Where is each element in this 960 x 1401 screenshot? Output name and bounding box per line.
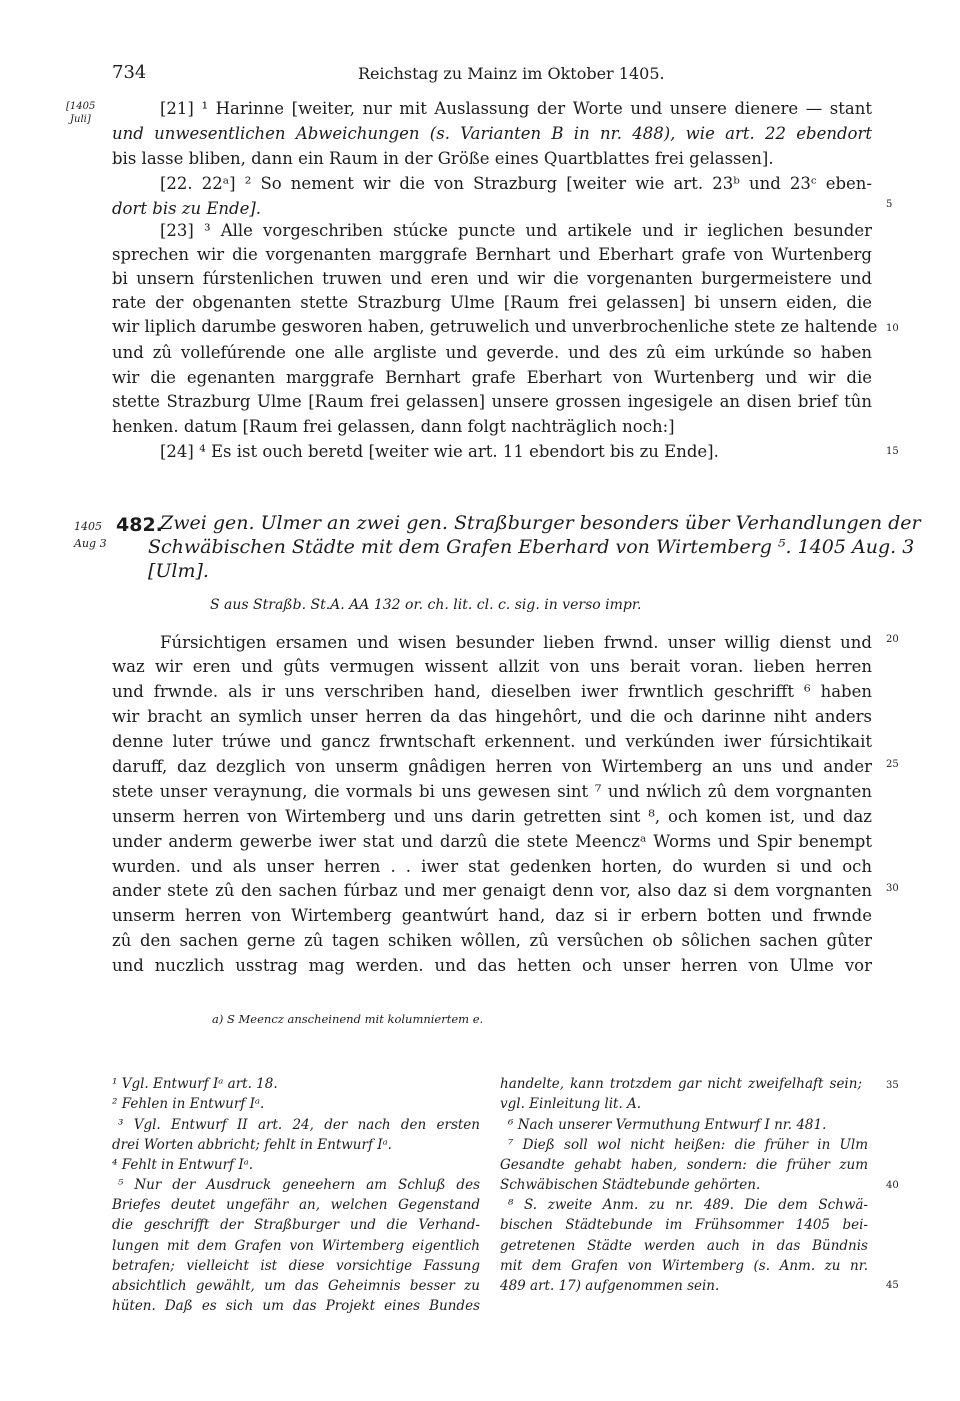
footnote-line: ⁸ S. zweite Anm. zu nr. 489. Die dem Schwä- [508, 1197, 868, 1213]
footnote-line: die geschrifft der Straßburger und die Verhand- [112, 1217, 480, 1233]
text-line: Fúrsichtigen ersamen und wisen besunder lieben frwnd. unser willig dienst und [160, 633, 872, 652]
text-line: [22. 22ᵃ] ² So nement wir die von Strazburg [weiter wie art. 23ᵇ und 23ᶜ eben- [160, 174, 872, 193]
line-number: 5 [886, 199, 893, 210]
line-number: 35 [886, 1080, 899, 1091]
heading-line: Schwäbischen Städte mit dem Grafen Eberhard von Wirtemberg ⁵. 1405 Aug. 3 [148, 536, 915, 558]
variant-note: a) S Meencz anscheinend mit kolumniertem e. [212, 1012, 484, 1026]
side-note-date-top [66, 100, 95, 126]
footnote-line: bischen Städtebunde im Frühsommer 1405 bei- [500, 1217, 868, 1233]
text-line: und zû vollefúrende one alle argliste und geverde. und des zû eim urkúnde so haben [112, 343, 872, 362]
text-line: [23] ³ Alle vorgeschriben stúcke puncte und artikele und ir ieglichen besunder [160, 221, 872, 240]
footnote-line: Schwäbischen Städtebunde gehörten. [500, 1177, 761, 1193]
text-line: unserm herren von Wirtemberg und uns darin getretten sint ⁸, och komen ist, und daz [112, 807, 872, 826]
footnote-line: ⁷ Dieß soll wol nicht heißen: die früher in Ulm [508, 1137, 868, 1153]
footnote-line: hüten. Daß es sich um das Projekt eines Bundes [112, 1298, 480, 1314]
footnote-line: lungen mit dem Grafen von Wirtemberg eigentlich [112, 1238, 480, 1254]
source-note: S aus Straßb. St.A. AA 132 or. ch. lit. cl. c. sig. in verso impr. [210, 597, 642, 613]
heading-line: Zwei gen. Ulmer an zwei gen. Straßburger besonders über Verhandlungen der [160, 512, 921, 534]
text-line: bi unsern fúrstenlichen truwen und eren und wir die vorgenanten burgermeistere und [112, 269, 872, 288]
line-number: 30 [886, 883, 899, 894]
text-line: stette Strazburg Ulme [Raum frei gelassen] unsere grossen ingesigele an disen brief tûn [112, 392, 872, 411]
footnote-line: absichtlich gewählt, um das Geheimnis besser zu [112, 1278, 480, 1294]
running-title: Reichstag zu Mainz im Oktober 1405. [358, 64, 665, 83]
text-line: [24] ⁴ Es ist ouch beretd [weiter wie art. 11 ebendort bis zu Ende]. [160, 442, 719, 461]
line-number: 40 [886, 1180, 899, 1191]
text-line: henken. datum [Raum frei gelassen, dann folgt nachträglich noch:] [112, 417, 675, 436]
side-note-line: Aug 3 [74, 537, 107, 550]
text-line: daruff, daz dezglich von unserm gnâdigen herren von Wirtemberg an uns und ander [112, 757, 872, 776]
footnote-line: mit dem Grafen von Wirtemberg (s. Anm. zu nr. [500, 1258, 868, 1274]
text-line: rate der obgenanten stette Strazburg Ulme [Raum frei gelassen] bi unsern eiden, die [112, 293, 872, 312]
text-line: bis lasse bliben, dann ein Raum in der Größe eines Quartblattes frei gelassen]. [112, 149, 774, 168]
line-number: 45 [886, 1280, 899, 1291]
footnote-line: 489 art. 17) aufgenommen sein. [500, 1278, 720, 1294]
line-number: 15 [886, 446, 899, 457]
page-number: 734 [112, 62, 147, 83]
text-line: und nuczlich usstrag mag werden. und das hetten och unser herren von Ulme vor [112, 956, 872, 975]
text-line: wurden. und als unser herren . . iwer stat gedenken horten, do wurden si und och [112, 857, 872, 876]
footnote-line: ⁴ Fehlt in Entwurf Iᵃ. [112, 1157, 254, 1173]
text-line: dort bis zu Ende]. [112, 199, 262, 218]
text-line: under anderm gewerbe iwer stat und darzû die stete Meenczᵃ Worms und Spir benempt [112, 832, 872, 851]
text-line: und frwnde. als ir uns verschriben hand, dieselben iwer frwntlich geschrifft ⁶ haben [112, 682, 872, 701]
footnote-line: ² Fehlen in Entwurf Iᵃ. [112, 1096, 265, 1112]
side-note-line: Juli] [70, 114, 91, 125]
line-number: 25 [886, 759, 899, 770]
text-line: stete unser veraynung, die vormals bi uns gewesen sint ⁷ und nẃlich zû dem vorgnanten [112, 782, 872, 801]
text-line: wir liplich darumbe gesworen haben, getruwelich und unverbrochenliche stete ze haltende [112, 317, 878, 336]
footnote-line: ⁵ Nur der Ausdruck geneehern am Schluß des [118, 1177, 480, 1193]
text-line: waz wir eren und gûts vermugen wissent allzit von uns berait voran. lieben herren [112, 657, 872, 676]
footnote-line: handelte, kann trotzdem gar nicht zweifelhaft sein; [500, 1076, 862, 1092]
text-line: unserm herren von Wirtemberg geantwúrt hand, daz si ir erbern botten und frwnde [112, 906, 872, 925]
text-line: denne luter trúwe und gancz frwntschaft erkennent. und verkúnden iwer fúrsichtikait [112, 732, 872, 751]
text-line: wir die egenanten marggrafe Bernhart grafe Eberhart von Wurtenberg und wir die [112, 368, 872, 387]
document-number: 482. [116, 514, 163, 536]
footnote-line: ¹ Vgl. Entwurf Iᵃ art. 18. [112, 1076, 278, 1092]
side-note-line: 1405 [74, 520, 102, 533]
footnote-line: Briefes deutet ungefähr an, welchen Gegenstand [112, 1197, 480, 1213]
text-line: zû den sachen gerne zû tagen schiken wôllen, zû versûchen ob sôlichen sachen gûter [112, 931, 872, 950]
line-number: 10 [886, 323, 899, 334]
line-number: 20 [886, 634, 899, 645]
text-line: sprechen wir die vorgenanten marggrafe Bernhart und Eberhart grafe von Wurtenberg [112, 245, 872, 264]
footnote-line: vgl. Einleitung lit. A. [500, 1096, 642, 1112]
footnote-line: betrafen; vielleicht ist diese vorsichtige Fassung [112, 1258, 480, 1274]
footnote-line: ⁶ Nach unserer Vermuthung Entwurf I nr. 481. [508, 1117, 827, 1133]
footnote-line: getretenen Städte werden auch in das Bündnis [500, 1238, 868, 1254]
side-note-date-doc [74, 518, 107, 552]
footnote-line: drei Worten abbricht; fehlt in Entwurf Iᵃ. [112, 1137, 392, 1153]
footnote-line: Gesandte gehabt haben, sondern: die früher zum [500, 1157, 868, 1173]
side-note-line: [1405 [66, 101, 96, 112]
text-line: ander stete zû den sachen fúrbaz und mer genaigt denn vor, also daz si dem vorgnanten [112, 881, 872, 900]
text-line: und unwesentlichen Abweichungen (s. Varianten B in nr. 488), wie art. 22 ebendort [112, 124, 872, 143]
text-line: wir bracht an symlich unser herren da das hingehôrt, und die och darinne niht anders [112, 707, 872, 726]
heading-line: [Ulm]. [148, 560, 209, 582]
text-line: [21] ¹ Harinne [weiter, nur mit Auslassung der Worte und unsere dienere — stant [160, 99, 872, 118]
footnote-line: ³ Vgl. Entwurf II art. 24, der nach den ersten [118, 1117, 480, 1133]
